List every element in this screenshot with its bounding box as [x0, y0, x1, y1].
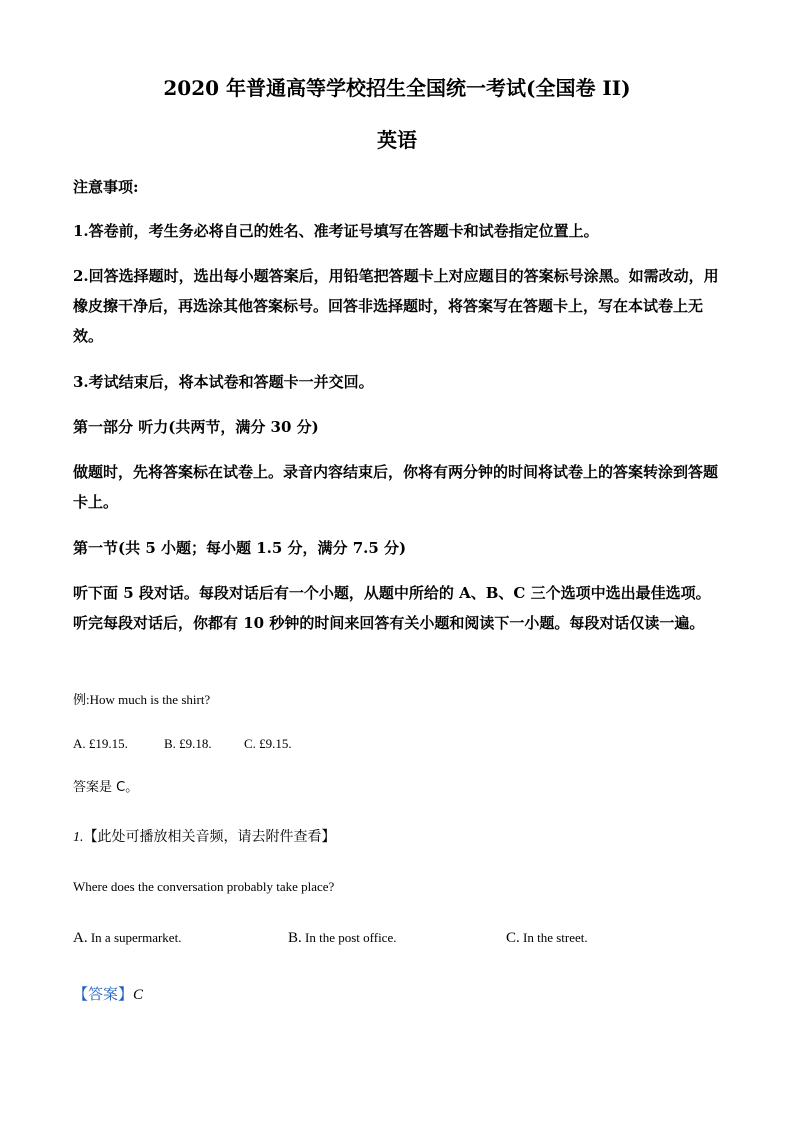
- example-option-a: A. £19.15.: [73, 736, 128, 751]
- section1-heading: 第一节(共 5 小题；每小题 1.5 分，满分 7.5 分): [73, 539, 407, 557]
- note-3: 3.考试结束后，将本试卷和答题卡一并交回。: [73, 373, 374, 391]
- part1-heading: 第一部分 听力(共两节，满分 30 分): [73, 418, 319, 436]
- answer-value: C: [133, 987, 144, 1003]
- question-1-options: [73, 928, 773, 948]
- part1-intro: 做题时，先将答案标在试卷上。录音内容结束后，你将有两分钟的时间将试卷上的答案转涂到答题卡上。: [73, 463, 719, 511]
- question-1-header: [73, 826, 723, 849]
- notes-heading: 注意事项:: [73, 178, 139, 196]
- question-1-option-c: C. In the street.: [506, 930, 588, 946]
- example-option-b: B. £9.18.: [164, 736, 212, 751]
- example-prompt: 例:How much is the shirt?: [73, 692, 211, 707]
- example-options: [73, 734, 723, 754]
- audio-note: 【此处可播放相关音频，请去附件查看】: [83, 829, 336, 845]
- exam-subject: 英语: [377, 128, 417, 152]
- question-1-text: Where does the conversation probably take place?: [73, 879, 335, 894]
- note-2: 2.回答选择题时，选出每小题答案后，用铅笔把答题卡上对应题目的答案标号涂黑。如需改动，用橡皮擦干净后，再选涂其他答案标号。回答非选择题时，将答案写在答题卡上，写在本试卷上无效。: [73, 267, 719, 345]
- section1-intro: 听下面 5 段对话。每段对话后有一个小题，从题中所给的 A、B、C 三个选项中选出最佳选项。听完每段对话后，你都有 10 秒钟的时间来回答有关小题和阅读下一小题。每段对话仅读一遍。: [73, 584, 711, 632]
- question-1-number: 1.: [73, 830, 84, 845]
- question-1-answer: [73, 983, 723, 1006]
- answer-tag: 【答案】: [73, 985, 134, 1003]
- example-answer: 答案是 C。: [73, 780, 139, 795]
- question-1-option-a: A. In a supermarket.: [73, 930, 182, 946]
- exam-title: 2020 年普通高等学校招生全国统一考试(全国卷 II): [163, 76, 631, 100]
- note-1: 1.答卷前，考生务必将自己的姓名、准考证号填写在答题卡和试卷指定位置上。: [73, 222, 599, 240]
- question-1-option-b: B. In the post office.: [288, 930, 397, 946]
- example-option-c: C. £9.15.: [244, 736, 292, 751]
